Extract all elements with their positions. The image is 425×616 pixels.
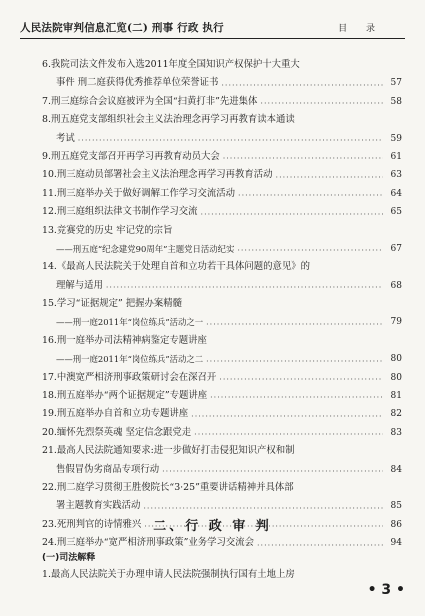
toc-entry-text: 10.刑三庭动员部署社会主义法治理念再学习再教育活动 [42, 169, 273, 181]
page-number: • 3 • [367, 582, 405, 598]
toc-entry-line [42, 222, 402, 240]
toc-entry-line [42, 369, 402, 387]
toc-entry-line [42, 203, 402, 221]
leader-dots [191, 410, 383, 424]
toc-entry-text: 8.刑五庭党支部组织社会主义法治理念再学习再教育读本通读 [42, 114, 295, 126]
leader-dots [237, 244, 383, 258]
toc-page-number: 80 [390, 354, 402, 365]
toc-entry-partial: 1.最高人民法院关于办理申请人民法院强制执行国有土地上房 [42, 569, 295, 580]
toc-page-number: 94 [390, 538, 402, 549]
toc-page-number: 57 [390, 78, 402, 89]
toc-entry-text: 12.刑三庭组织法律文书制作学习交流 [42, 206, 198, 218]
header-title: 人民法院审判信息汇览(二) 刑事 行政 执行 [20, 22, 224, 34]
leader-dots [194, 428, 383, 442]
toc-entry-subtitle [42, 313, 402, 331]
toc-page-number: 65 [390, 207, 402, 218]
toc-entry-text: 21.最高人民法院通知要求:进一步做好打击侵犯知识产权和制 [42, 445, 295, 457]
leader-dots [260, 97, 383, 111]
toc-page-number: 58 [390, 96, 402, 107]
toc-entry-line [42, 424, 402, 442]
toc-entry [42, 442, 402, 479]
toc-entry [42, 295, 402, 313]
toc-page-number: 61 [390, 151, 402, 162]
leader-dots [78, 134, 383, 148]
toc-entry-line [42, 258, 402, 276]
header-rule [20, 38, 405, 39]
toc-page-number: 68 [390, 280, 402, 291]
toc-entry-text: 署主题教育实践活动 [56, 500, 141, 512]
leader-dots [210, 391, 383, 405]
toc-page-number: 63 [390, 170, 402, 181]
toc-entry-text: 17.中澳宽严相济刑事政策研讨会在深召开 [42, 371, 217, 383]
toc-entry-text: 9.刑五庭党支部召开再学习再教育动员大会 [42, 150, 220, 162]
toc-entry [42, 185, 402, 203]
leader-dots [143, 502, 383, 516]
leader-dots [221, 79, 383, 93]
toc-entry [42, 313, 402, 331]
toc-page-number: 82 [390, 409, 402, 420]
leader-dots [223, 152, 383, 166]
toc-entry-line [42, 405, 402, 423]
subsection-heading: (一)司法解释 [42, 553, 96, 563]
toc-page-number: 64 [390, 188, 402, 199]
toc-entry-text: 考试 [56, 132, 75, 144]
toc-entry-subtitle [42, 240, 402, 258]
toc-page-number: 81 [390, 391, 402, 402]
leader-dots [206, 355, 383, 369]
toc-entry [42, 166, 402, 184]
toc-entry [42, 222, 402, 240]
toc-entry-text: 23.死刑判官的诗情雅兴 [42, 518, 142, 530]
toc-entry-text: 16.刑一庭举办司法精神病鉴定专题讲座 [42, 334, 207, 346]
toc-entry-text: 7.刑三庭综合会议庭被评为全国“扫黄打非”先进集体 [42, 95, 258, 107]
toc-entry [42, 258, 402, 295]
toc-page-number: 85 [390, 501, 402, 512]
toc-entry-text: 13.竞赛党的历史 牢记党的宗旨 [42, 224, 173, 236]
leader-dots [276, 171, 383, 185]
toc-entry-line [42, 74, 402, 92]
toc-entry [42, 405, 402, 423]
leader-dots [201, 208, 383, 222]
toc-entry [42, 369, 402, 387]
toc-entry-line [42, 93, 402, 111]
header-section-label: 目 录 [338, 24, 383, 34]
toc-page-number: 79 [390, 317, 402, 328]
toc-entry [42, 148, 402, 166]
toc-entry-text: 15.学习“证据规定” 把握办案精髓 [42, 298, 182, 310]
toc-entry-line [42, 534, 402, 552]
toc-entry [42, 111, 402, 148]
toc-page-number: 67 [390, 243, 402, 254]
toc-entry-subtitle [42, 350, 402, 368]
leader-dots [238, 189, 383, 203]
toc-entry-line [42, 111, 402, 129]
running-header [0, 0, 425, 44]
toc-page-number: 59 [390, 133, 402, 144]
toc-entry-line [42, 166, 402, 184]
toc-entry [42, 203, 402, 221]
toc-entry-text: 理解与适用 [56, 279, 103, 291]
toc-entry [42, 534, 402, 552]
toc-entry-line [42, 332, 402, 350]
toc-entry-text: 18.刑五庭举办“两个证据规定”专题讲座 [42, 390, 208, 402]
toc-entry-text: 11.刑三庭举办关于做好调解工作学习交流活动 [42, 187, 236, 199]
toc-entry-line [42, 497, 402, 515]
leader-dots [206, 318, 383, 332]
toc-entry-text: 6.我院司法文件发布入选2011年度全国知识产权保护十大重大 [42, 58, 300, 70]
toc-entry-text: ——刑一庭2011年“岗位练兵”活动之一 [56, 317, 204, 328]
toc-entry [42, 93, 402, 111]
toc-entry-text: 20.缅怀先烈祭英魂 坚定信念跟党走 [42, 426, 192, 438]
leader-dots [257, 539, 383, 553]
toc-entry [42, 424, 402, 442]
leader-dots [162, 465, 383, 479]
toc-entry [42, 332, 402, 350]
toc-page-number: 86 [390, 519, 402, 530]
toc-entry [42, 56, 402, 93]
toc-entry [42, 240, 402, 258]
toc-entry-line [42, 130, 402, 148]
toc-entry-text: ——刑一庭2011年“岗位练兵”活动之二 [56, 354, 204, 365]
toc-entry-line [42, 461, 402, 479]
toc-entry-line [42, 185, 402, 203]
toc-entry-text: 22.刑二庭学习贯彻王胜俊院长“3·25”重要讲话精神并具体部 [42, 481, 294, 493]
toc-entry-line [42, 148, 402, 166]
table-of-contents [42, 56, 402, 553]
toc-entry-line [42, 56, 402, 74]
toc-entry [42, 387, 402, 405]
leader-dots [219, 373, 383, 387]
toc-entry-line [42, 387, 402, 405]
toc-entry [42, 479, 402, 516]
toc-page-number: 80 [390, 372, 402, 383]
toc-page-number: 84 [390, 464, 402, 475]
toc-entry-text: 19.刑五庭举办自首和立功专题讲座 [42, 408, 189, 420]
toc-entry-line [42, 442, 402, 460]
toc-entry-text: 14.《最高人民法院关于处理自首和立功若干具体问题的意见》的 [42, 261, 311, 273]
toc-entry [42, 350, 402, 368]
toc-entry-line [42, 479, 402, 497]
toc-entry-text: 24.刑三庭举办“宽严相济刑事政策”业务学习交流会 [42, 537, 254, 549]
toc-entry-text: 售假冒伪劣商品专项行动 [56, 463, 160, 475]
toc-entry-line [42, 277, 402, 295]
toc-entry-line [42, 295, 402, 313]
section-heading: 二、行 政 审 判 [153, 519, 272, 534]
toc-entry-text: 事件 刑二庭获得优秀推荐单位荣誉证书 [56, 77, 219, 89]
toc-page-number: 83 [390, 427, 402, 438]
toc-entry-text: ——刑五庭“纪念建党90周年”主题党日活动纪实 [56, 243, 235, 254]
leader-dots [106, 281, 383, 295]
